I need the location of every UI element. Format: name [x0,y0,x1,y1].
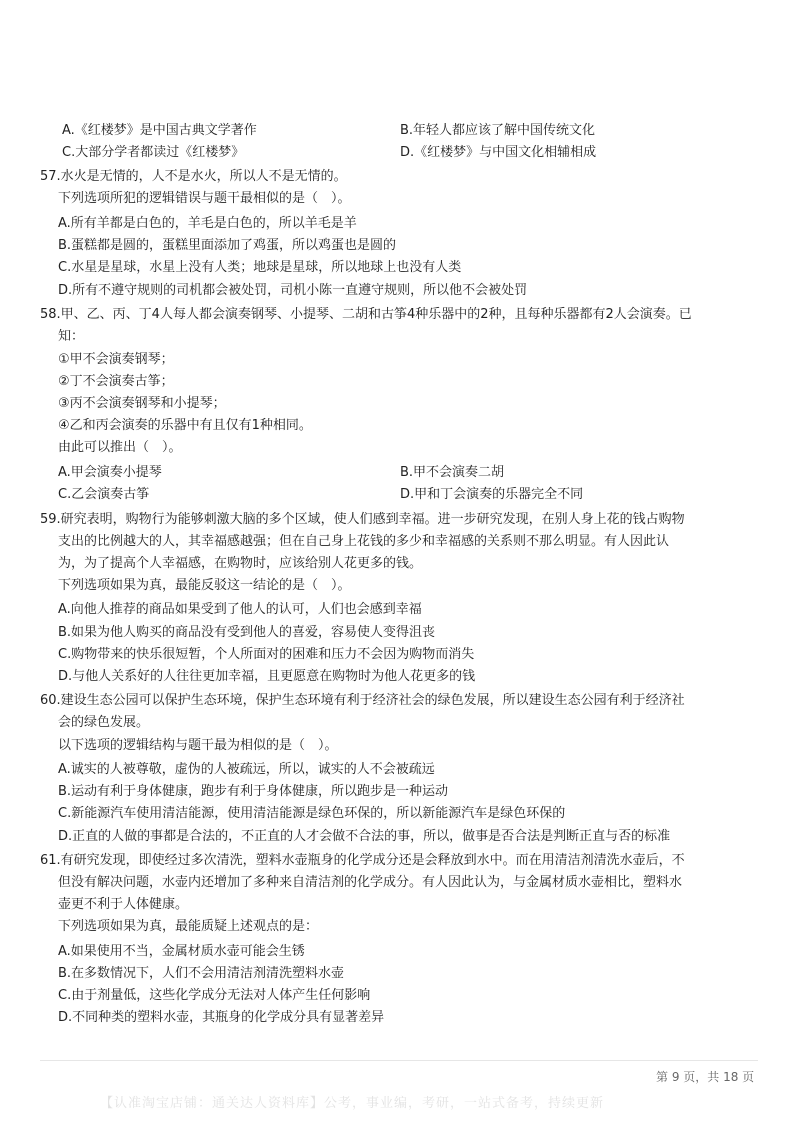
q59-stem-line-1: 59.研究表明，购物行为能够刺激大脑的多个区域，使人们感到幸福。进一步研究发现，在别人身上花的钱占购物 [40,512,685,527]
q58-condition-4: ④乙和丙会演奏的乐器中有且仅有1种相同。 [58,418,312,433]
q58-question: 由此可以推出（ ）。 [58,440,182,455]
q61-option-a: A.如果使用不当，金属材质水壶可能会生锈 [58,944,305,959]
q60-question: 以下选项的逻辑结构与题干最为相似的是（ ）。 [58,738,338,753]
q57-question: 下列选项所犯的逻辑错误与题干最相似的是（ ）。 [58,191,351,206]
q57-option-a: A.所有羊都是白色的，羊毛是白色的，所以羊毛是羊 [58,216,357,231]
q58-option-b: B.甲不会演奏二胡 [400,465,505,480]
q60-option-a: A.诚实的人被尊敬，虚伪的人被疏远，所以，诚实的人不会被疏远 [58,762,435,777]
q59-option-d: D.与他人关系好的人往往更加幸福，且更愿意在购物时为他人花更多的钱 [58,669,476,684]
q58-condition-3: ③丙不会演奏钢琴和小提琴； [58,396,226,411]
q59-option-a: A.向他人推荐的商品如果受到了他人的认可，人们也会感到幸福 [58,602,422,617]
q60-stem-line-1: 60.建设生态公园可以保护生态环境，保护生态环境有利于经济社会的绿色发展，所以建设生态公园有利于经济社 [40,693,685,708]
footer-divider [40,1060,758,1061]
q56-option-b: B.年轻人都应该了解中国传统文化 [400,123,596,138]
q61-option-c: C.由于剂量低，这些化学成分无法对人体产生任何影响 [58,988,371,1003]
q58-stem-line-1: 58.甲、乙、丙、丁4人每人都会演奏钢琴、小提琴、二胡和古筝4种乐器中的2种，且每种乐器都有2人会演奏。已 [40,307,692,322]
q60-option-d: D.正直的人做的事都是合法的，不正直的人才会做不合法的事，所以，做事是否合法是判断正直与否的标准 [58,829,671,844]
q56-option-c: C.大部分学者都读过《红楼梦》 [62,145,245,160]
q58-option-d: D.甲和丁会演奏的乐器完全不同 [400,487,584,502]
q57-option-b: B.蛋糕都是圆的，蛋糕里面添加了鸡蛋，所以鸡蛋也是圆的 [58,238,397,253]
q61-question: 下列选项如果为真，最能质疑上述观点的是： [58,919,319,934]
q61-stem-line-1: 61.有研究发现，即使经过多次清洗，塑料水壶瓶身的化学成分还是会释放到水中。而在用清洁剂清洗水壶后，不 [40,853,685,868]
q58-condition-1: ①甲不会演奏钢琴； [58,352,174,367]
q59-option-c: C.购物带来的快乐很短暂，个人所面对的困难和压力不会因为购物而消失 [58,647,475,662]
q60-option-b: B.运动有利于身体健康，跑步有利于身体健康，所以跑步是一种运动 [58,784,449,799]
q61-option-b: B.在多数情况下，人们不会用清洁剂清洗塑料水壶 [58,966,345,981]
q57-option-d: D.所有不遵守规则的司机都会被处罚，司机小陈一直遵守规则，所以他不会被处罚 [58,283,528,298]
q58-stem-line-2: 知： [58,329,85,344]
q59-question: 下列选项如果为真，最能反驳这一结论的是（ ）。 [58,578,351,593]
q61-option-d: D.不同种类的塑料水壶，其瓶身的化学成分具有显著差异 [58,1010,385,1025]
watermark-text: 【认准淘宝店铺：通关达人资料库】公考，事业编，考研，一站式备考，持续更新 [100,1096,605,1111]
q56-option-a: A.《红楼梦》是中国古典文学著作 [62,123,257,138]
q57-option-c: C.水星是星球，水星上没有人类；地球是星球，所以地球上也没有人类 [58,260,462,275]
q58-option-c: C.乙会演奏古筝 [58,487,150,502]
q59-option-b: B.如果为他人购买的商品没有受到他人的喜爱，容易使人变得沮丧 [58,625,436,640]
q59-stem-line-2: 支出的比例越大的人，其幸福感越强；但在自己身上花钱的多少和幸福感的关系则不那么明显。有人因此认 [58,534,670,549]
q61-stem-line-3: 壶更不利于人体健康。 [58,897,189,912]
q58-option-a: A.甲会演奏小提琴 [58,465,162,480]
q58-condition-2: ②丁不会演奏古筝； [58,374,174,389]
q61-stem-line-2: 但没有解决问题，水壶内还增加了多种来自清洁剂的化学成分。有人因此认为，与金属材质水壶相比，塑料水 [58,875,683,890]
q59-stem-line-3: 为，为了提高个人幸福感，在购物时，应该给别人花更多的钱。 [58,556,423,571]
q60-option-c: C.新能源汽车使用清洁能源，使用清洁能源是绿色环保的，所以新能源汽车是绿色环保的 [58,806,566,821]
q57-stem: 57.水火是无情的，人不是水火，所以人不是无情的。 [40,169,347,184]
q56-option-d: D.《红楼梦》与中国文化相辅相成 [400,145,597,160]
page-number: 第 9 页，共 18 页 [656,1070,755,1084]
q60-stem-line-2: 会的绿色发展。 [58,715,150,730]
